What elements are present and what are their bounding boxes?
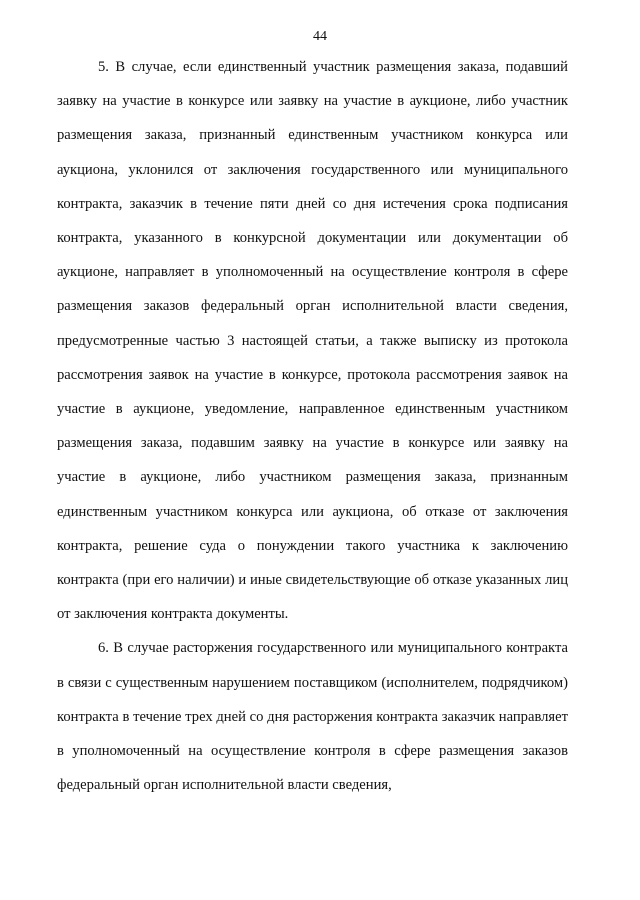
paragraph-5: 5. В случае, если единственный участник размещения заказа, подавший заявку на участие в конкурсе или заявку на участие в аукционе, либо участник размещения заказа, признанный единственным участником конкурса или аукциона, уклонился от заключения государственного или муниципального контракта, заказчик в течение пяти дней со дня истечения срока подписания контракта, указанного в конкурсной документации или документации об аукционе, направляет в уполномоченный на осуществление контроля в сфере размещения заказов федеральный орган исполнительной власти сведения, предусмотренные частью 3 настоящей статьи, а также выписку из протокола рассмотрения заявок на участие в конкурсе, протокола рассмотрения заявок на участие в аукционе, уведомление, направленное единственным участником размещения заказа, подавшим заявку на участие в конкурсе или заявку на участие в аукционе, либо участником размещения заказа, признанным единственным участником конкурса или аукциона, об отказе от заключения контракта, решение суда о понуждении такого участника к заключению контракта (при его наличии) и иные свидетельствующие об отказе указанных лиц от заключения контракта документы. — [57, 59, 568, 623]
page-number: 44 — [313, 29, 327, 44]
paragraph-6: 6. В случае расторжения государственного или муниципального контракта в связи с существенным нарушением поставщиком (исполнителем, подрядчиком) контракта в течение трех дней со дня расторжения контракта заказчик направляет в уполномоченный на осуществление контроля в сфере размещения заказов федеральный орган исполнительной власти сведения, — [57, 640, 568, 794]
document-body — [57, 50, 568, 802]
